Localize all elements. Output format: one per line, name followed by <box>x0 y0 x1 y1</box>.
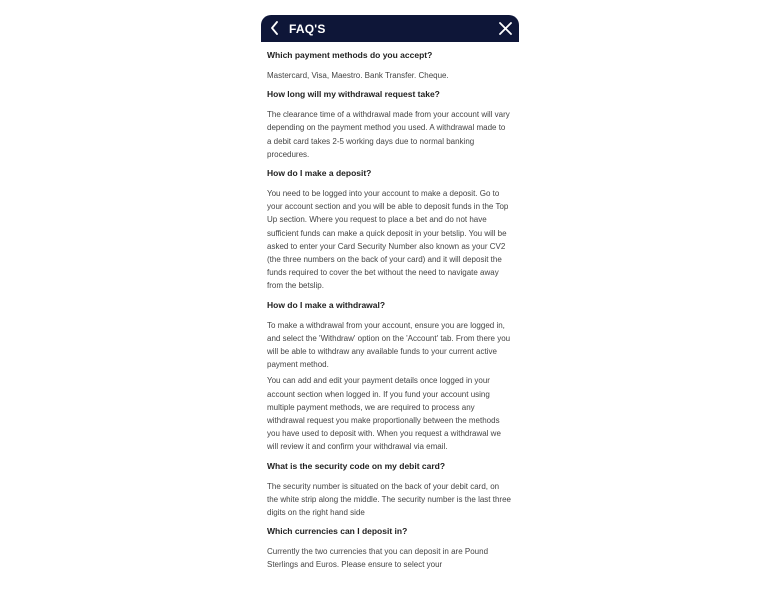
faq-question[interactable]: How do I make a deposit? <box>267 168 372 179</box>
faq-answer: Currently the two currencies that you can deposit in are Pound Sterlings and Euros. Please ensure to select your <box>267 547 489 570</box>
faq-item <box>267 168 511 293</box>
faq-question[interactable]: Which currencies can I deposit in? <box>267 526 408 537</box>
faq-question[interactable]: How do I make a withdrawal? <box>267 299 386 310</box>
faq-answer: The clearance time of a withdrawal made from your account will vary depending on the payment method you used. A withdrawal made to a debit card takes 2-5 working days due to normal banking procedures. <box>267 110 510 159</box>
faq-list <box>267 50 511 579</box>
close-icon <box>499 22 512 35</box>
page-title: FAQ'S <box>289 22 326 36</box>
faq-item <box>267 300 511 454</box>
faq-item <box>267 461 511 520</box>
faq-answer: You need to be logged into your account to make a deposit. Go to your account section and you will be able to deposit funds in the Top Up section. Where you request to place a bet and do not have sufficient funds can make a quick deposit in your betslip. You will be asked to enter your Card Security Number also known as your CV2 (the three numbers on the back of your card) and it will deposit the funds required to cover the bet without the need to navigate away from the betslip. <box>267 189 509 291</box>
faq-item <box>267 50 511 82</box>
faq-item <box>267 526 511 571</box>
back-button[interactable] <box>266 18 282 38</box>
faq-item <box>267 89 511 161</box>
faq-panel <box>261 15 519 583</box>
faq-answer: The security number is situated on the back of your debit card, on the white strip along the middle. The security number is the last three digits on the right hand side <box>267 481 511 518</box>
faq-answer: To make a withdrawal from your account, ensure you are logged in, and select the 'Withdraw' option on the 'Account' tab. From there you will be able to withdraw any available funds to your current active payment method. <box>267 320 511 370</box>
faq-question[interactable]: How long will my withdrawal request take? <box>267 89 440 100</box>
faq-answer: You can add and edit your payment details once logged in your account section when logged in. If you fund your account using multiple payment methods, we are required to process any withdrawal request you make proportionally between the methods you have used to deposit with. When you request a withdrawal we will review it and confirm your withdrawal via email. <box>267 376 501 452</box>
faq-question[interactable]: Which payment methods do you accept? <box>267 50 433 60</box>
faq-question[interactable]: What is the security code on my debit card? <box>267 460 446 471</box>
faq-header <box>261 15 519 42</box>
chevron-left-icon <box>270 21 279 35</box>
close-button[interactable] <box>497 18 513 38</box>
faq-answer: Mastercard, Visa, Maestro. Bank Transfer. Cheque. <box>267 71 449 80</box>
